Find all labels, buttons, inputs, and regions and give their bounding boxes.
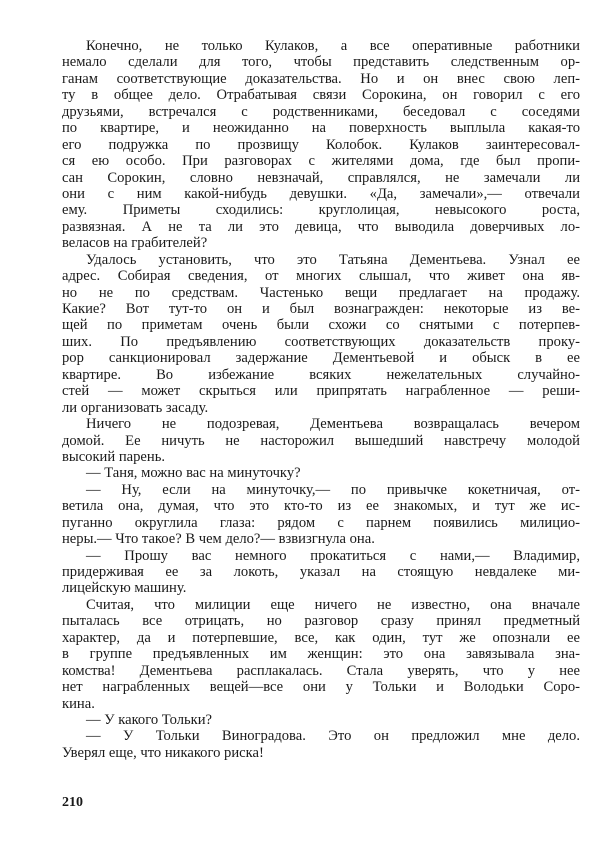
text-line: — Ну, если на минуточку,— по привычке кокетничая, от- (86, 481, 580, 498)
text-line: Считая, что милиции еще ничего не известно, она вначале (86, 596, 580, 613)
text-line: адрес. Собирая сведения, от многих слышал, что живет она яв- (62, 268, 580, 285)
text-line: немало сделали для того, чтобы представить следственным ор- (62, 54, 580, 71)
text-line: кина. (62, 695, 95, 712)
text-line: рор санкционировал задержание Дементьевой и обыск в ее (62, 350, 580, 367)
text-line: ему. Приметы сходились: круглолицая, невысокого роста, (62, 202, 580, 219)
paragraph (62, 465, 580, 481)
text-line: щей по приметам очень были схожи со снятыми с потерпев- (62, 317, 580, 334)
text-line: пыталась все отрицать, но разговор сразу принял предметный (62, 613, 580, 630)
paragraph (62, 712, 580, 728)
paragraph (62, 416, 580, 465)
text-line: Удалось установить, что это Татьяна Дементьева. Узнал ее (86, 251, 580, 268)
text-line: в группе предъявленных им женщин: это она завязывала зна- (62, 646, 580, 663)
text-line: характер, да и потерпевшие, все, как один, тут же опознали ее (62, 629, 580, 646)
paragraph (62, 38, 580, 252)
paragraph (62, 728, 580, 761)
text-line: лицейскую машину. (62, 580, 187, 597)
text-line: они с ним какой-нибудь девушки. «Да, замечали»,— отвечали (62, 185, 580, 202)
text-line: но не по средствам. Частенько вещи предлагает на продажу. (62, 284, 580, 301)
text-line: квартире. Во избежание всяких нежелательных случайно- (62, 366, 580, 383)
text-line: Какие? Вот тут-то он и был вознагражден: некоторые из ве- (62, 301, 580, 317)
paragraph (62, 482, 580, 548)
text-line: ших. По предъявлению соответствующих доказательств проку- (62, 333, 580, 350)
text-line: веласов на грабителей? (62, 235, 208, 252)
text-line: придерживая ее за локоть, указал на стоящую невдалеке ми- (62, 564, 580, 580)
text-line: ся ею особо. При разговорах с жителями дома, где был пропи- (62, 153, 580, 170)
text-line: по квартире, и неожиданно на поверхность выплыла какая-то (62, 120, 580, 137)
text-line: ганам соответствующие доказательства. Но и он внес свою леп- (62, 70, 580, 87)
text-line: домой. Ее ничуть не насторожил вышедший навстречу молодой (62, 432, 580, 449)
text-line: ветила она, думая, что это кто-то из ее знакомых, и тут же ис- (62, 498, 580, 515)
text-line: — Прошу вас немного прокатиться с нами,— Владимир, (86, 547, 580, 564)
book-page-text (62, 38, 580, 761)
text-line: нет награбленных вещей—все они у Тольки и Володьки Соро- (62, 679, 580, 696)
text-line: Конечно, не только Кулаков, а все оперативные работники (86, 38, 580, 54)
text-line: — У Тольки Виноградова. Это он предложил мне дело. (86, 728, 580, 745)
text-line: развязная. А не та ли это девица, что выводила доверчивых ло- (62, 218, 580, 235)
page-number: 210 (62, 795, 83, 810)
text-line: — Таня, можно вас на минуточку? (86, 465, 301, 482)
paragraph (62, 548, 580, 597)
text-line: — У какого Тольки? (86, 711, 213, 728)
text-line: пуганно округлила глаза: рядом с парнем появились милицио- (62, 514, 580, 531)
text-line: неры.— Что такое? В чем дело?— взвизгнула она. (62, 531, 375, 548)
text-line: ли организовать засаду. (62, 399, 209, 416)
text-line: комства! Дементьева расплакалась. Стала уверять, что у нее (62, 662, 580, 679)
text-line: его подружка по прозвищу Колобок. Кулаков заинтересовал- (62, 136, 580, 153)
text-line: друзьями, встречался с родственниками, беседовал с соседями (62, 103, 580, 120)
text-line: Ничего не подозревая, Дементьева возвращалась вечером (86, 416, 580, 433)
text-line: сан Сорокин, словно невзначай, справлялся, не замечали ли (62, 169, 580, 186)
text-line: стей — может скрыться или припрятать награбленное — реши- (62, 383, 580, 400)
paragraph (62, 597, 580, 712)
text-line: Уверял еще, что никакого риска! (62, 744, 264, 761)
text-line: высокий парень. (62, 448, 166, 465)
text-line: ту в общее дело. Отрабатывая связи Сорокина, он говорил с его (62, 87, 580, 104)
paragraph (62, 252, 580, 416)
